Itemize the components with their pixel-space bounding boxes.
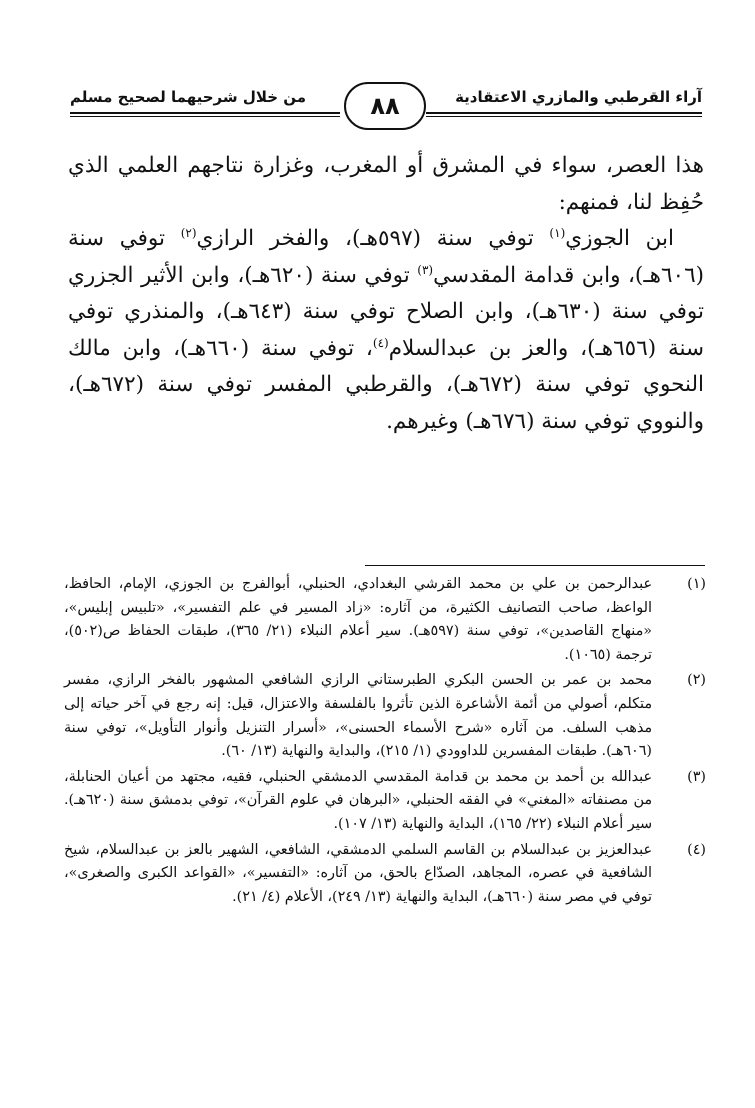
paragraph-2 (68, 221, 704, 440)
text-segment: ، توفي سنة (٦٦٠هـ)، وابن مالك النحوي توفي سنة (٦٧٢هـ)، والقرطبي المفسر توفي سنة (٦٧٢هـ)، والنووي توفي سنة (٦٧٦هـ) وغيرهم. (68, 335, 704, 434)
book-subtitle: من خلال شرحيهما لصحيح مسلم (70, 88, 307, 106)
header-rule-right-thin (426, 116, 702, 117)
text-segment: توفي سنة (٦٢٠هـ)، وابن الأثير الجزري توفي سنة (٦٣٠هـ)، وابن الصلاح توفي سنة (٦٤٣هـ)، والمنذري توفي سنة (٦٥٦هـ)، والعز بن عبدالسلام (68, 262, 704, 361)
footnote-ref-3[interactable]: (٣) (417, 262, 434, 277)
paragraph-1: هذا العصر، سواء في المشرق أو المغرب، وغزارة نتاجهم العلمي الذي حُفِظ لنا، فمنهم: (68, 153, 704, 215)
header-rule-left (70, 112, 340, 114)
text-segment: توفي سنة (٦٠٦هـ)، وابن قدامة المقدسي (68, 226, 705, 288)
page-header (70, 80, 702, 134)
footnotes (64, 573, 706, 911)
header-rule-left-thin (70, 116, 340, 117)
footnote-4 (64, 839, 706, 910)
footnote-text: محمد بن عمر بن الحسن البكري الطبرستاني الرازي الشافعي المشهور بالفخر الرازي، مفسر متكلم، أصولي من أئمة الأشاعرة الذين تأثروا بالفلسفة والاعتزال، قيل: إنه رجع في آخر حياته إلى مذهب السلف. من آثاره «شرح الأسماء الحسنى»، «أسرار التنزيل وأنوار التأويل»، توفي سنة (٦٠٦هـ). طبقات المفسرين للداوودي (١/ ٢١٥)، والبداية والنهاية (١٣/ ٦٠). (64, 672, 652, 760)
book-title: آراء القرطبي والمازري الاعتقادية (455, 88, 702, 106)
footnote-text: عبدالله بن أحمد بن محمد بن قدامة المقدسي الدمشقي الحنبلي، فقيه، مجتهد من أعيان الحنابلة، من مصنفاته «المغني» في الفقه الحنبلي، «البرهان في علوم القرآن»، توفي بدمشق سنة (٦٢٠هـ). سير أعلام النبلاء (٢٢/ ١٦٥)، البداية والنهاية (١٣/ ١٠٧). (64, 768, 652, 832)
footnote-ref-4[interactable]: (٤) (372, 335, 389, 350)
header-rule-right (426, 112, 702, 114)
footnote-text: عبدالرحمن بن علي بن محمد القرشي البغدادي، الحنبلي، أبوالفرج بن الجوزي، الإمام، الحافظ، الواعظ، صاحب التصانيف الكثيرة، من آثاره: «زاد المسير في علم التفسير»، «تلبيس إبليس»، «منهاج القاصدين»، توفي سنة (٥٩٧هـ). سير أعلام النبلاء (٢١/ ٣٦٥)، طبقات الحفاظ ص(٥٠٢)، ترجمة (١٠٦٥). (64, 576, 652, 663)
footnote-ref-1[interactable]: (١) (549, 225, 566, 240)
footnote-separator (365, 565, 705, 566)
footnote-3 (64, 766, 706, 837)
footnote-1 (64, 573, 706, 667)
footnote-text: عبدالعزيز بن عبدالسلام بن القاسم السلمي الدمشقي، الشافعي، الشهير بالعز بن عبدالسلام، شيخ الشافعية في عصره، المجاهد، الصدّاع بالحق، من آثاره: «التفسير»، «القواعد الكبرى والصغرى»، توفي في مصر سنة (٦٦٠هـ)، البداية والنهاية (١٣/ ٢٤٩)، الأعلام (٤/ ٢١). (64, 841, 652, 905)
footnote-number: (١) (687, 576, 706, 592)
footnote-2 (64, 669, 706, 763)
footnote-number: (٤) (687, 841, 706, 858)
footnote-number: (٣) (687, 768, 706, 785)
text-segment: توفي سنة (٥٩٧هـ)، والفخر الرازي (196, 226, 550, 251)
text-segment: ابن الجوزي (565, 226, 674, 251)
footnote-number: (٢) (687, 672, 706, 689)
page-number: ٨٨ (344, 82, 426, 130)
footnote-ref-2[interactable]: (٢) (180, 225, 197, 240)
main-text (68, 148, 704, 440)
